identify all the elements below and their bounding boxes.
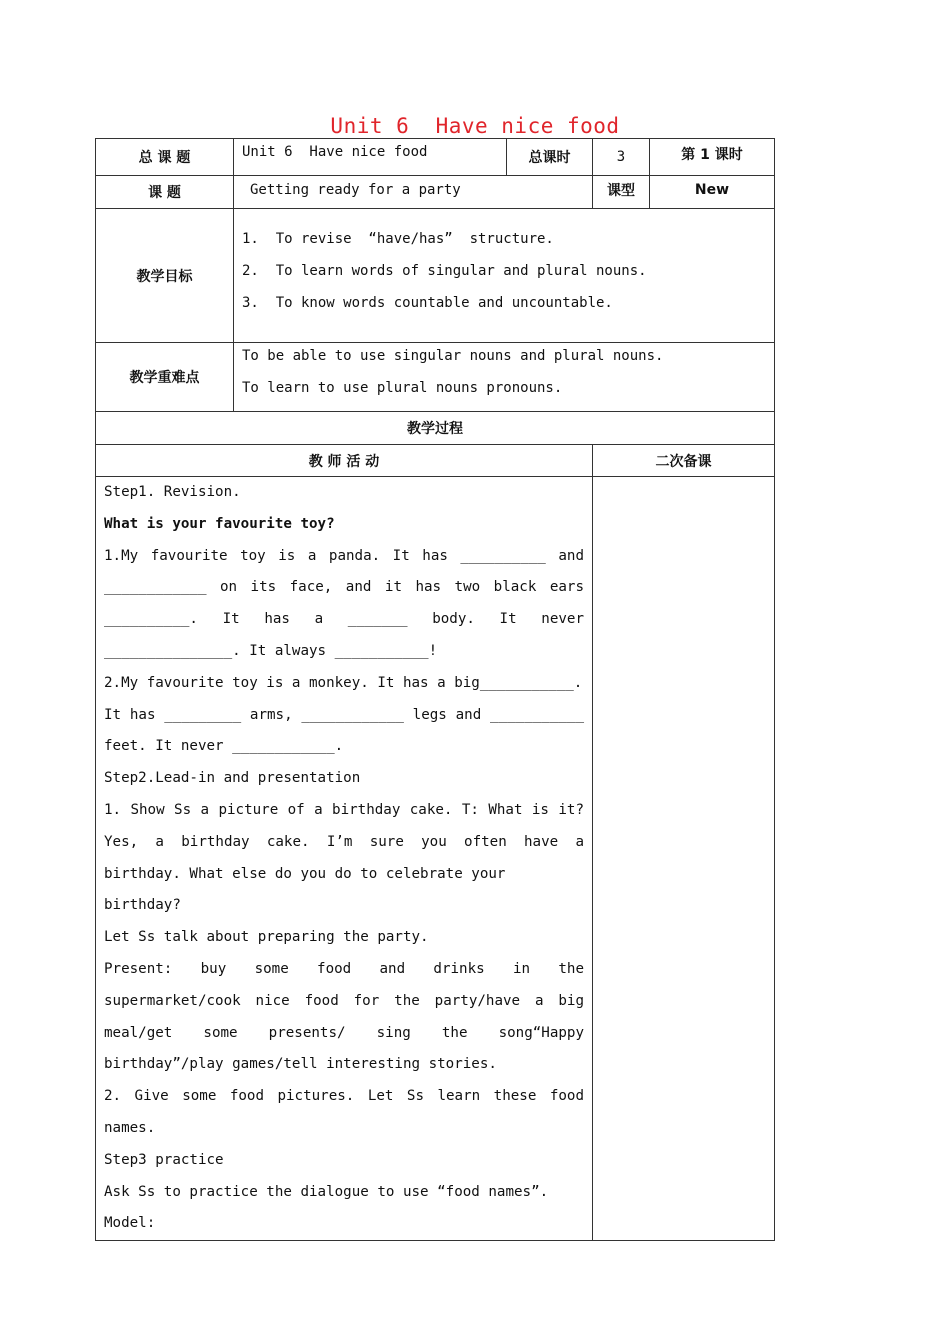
process-line: supermarket/cook nice food for the party/have a big: [104, 992, 584, 1009]
process-line: 1.My favourite toy is a panda. It has __________ and: [104, 547, 584, 564]
second-preparation-notes: [593, 477, 775, 1241]
header-row-topic: [96, 139, 775, 176]
process-line: ____________ on its face, and it has two black ears: [104, 579, 584, 596]
process-line: 2. Give some food pictures. Let Ss learn these food: [104, 1088, 584, 1105]
objective-item: 1. To revise “have/has” structure.: [242, 231, 554, 247]
process-body-row: [96, 477, 775, 1241]
process-line: _______________. It always ___________!: [104, 642, 438, 659]
process-line: birthday. What else do you do to celebrate your birthday?: [104, 865, 506, 914]
key-points-label: 教学重难点: [96, 343, 234, 412]
process-line: Yes, a birthday cake. I’m sure you often have a: [104, 833, 584, 850]
process-line: 2.My favourite toy is a monkey. It has a big___________.: [104, 674, 583, 691]
lesson-title-value: Getting ready for a party: [234, 176, 593, 209]
process-line: birthday”/play games/tell interesting stories.: [104, 1056, 497, 1073]
objectives-label: 教学目标: [96, 209, 234, 343]
lesson-type-value: New: [650, 176, 775, 209]
topic-label: 总 课 题: [96, 139, 234, 176]
second-preparation-label: 二次备课: [593, 445, 775, 477]
teacher-activity-label: 教 师 活 动: [96, 445, 593, 477]
page-title: Unit 6 Have nice food: [330, 114, 620, 138]
process-header-row: [96, 445, 775, 477]
process-line: It has _________ arms, ____________ legs and ___________: [104, 706, 584, 723]
lesson-type-label: 课型: [593, 176, 650, 209]
process-line: Step3 practice: [104, 1151, 224, 1168]
objectives-row: [96, 209, 775, 343]
total-hours-value: 3: [593, 139, 650, 176]
process-line: What is your favourite toy?: [104, 515, 335, 532]
process-line: Step2.Lead-in and presentation: [104, 770, 361, 787]
process-line: 1. Show Ss a picture of a birthday cake. T: What is it?: [104, 801, 584, 818]
teacher-activity-content: [96, 477, 593, 1241]
process-line: Step1. Revision.: [104, 484, 241, 500]
process-line: names.: [104, 1119, 156, 1136]
key-points-list: [234, 343, 775, 412]
process-line: Ask Ss to practice the dialogue to use “food names”.: [104, 1183, 549, 1200]
process-line: feet. It never ____________.: [104, 738, 344, 755]
process-section-row: [96, 412, 775, 445]
process-line: Let Ss talk about preparing the party.: [104, 929, 429, 946]
header-row-title: [96, 176, 775, 209]
process-section-label: 教学过程: [96, 412, 775, 445]
total-hours-label: 总课时: [507, 139, 593, 176]
process-line: meal/get some presents/ sing the song“Happy: [104, 1024, 584, 1041]
objectives-list: [234, 209, 775, 343]
topic-value: Unit 6 Have nice food: [234, 139, 507, 176]
process-line: Present: buy some food and drinks in the: [104, 960, 584, 977]
key-point-item: To be able to use singular nouns and plural nouns.: [242, 348, 664, 364]
key-points-row: [96, 343, 775, 412]
objective-item: 3. To know words countable and uncountable.: [242, 295, 613, 311]
objective-item: 2. To learn words of singular and plural nouns.: [242, 263, 647, 279]
key-point-item: To learn to use plural nouns pronouns.: [242, 380, 563, 396]
lesson-title-label: 课 题: [96, 176, 234, 209]
process-line: Model:: [104, 1215, 156, 1232]
lesson-plan-table: [95, 138, 775, 1241]
process-line: __________. It has a _______ body. It never: [104, 611, 584, 628]
lesson-number-label: 第 1 课时: [650, 139, 775, 176]
